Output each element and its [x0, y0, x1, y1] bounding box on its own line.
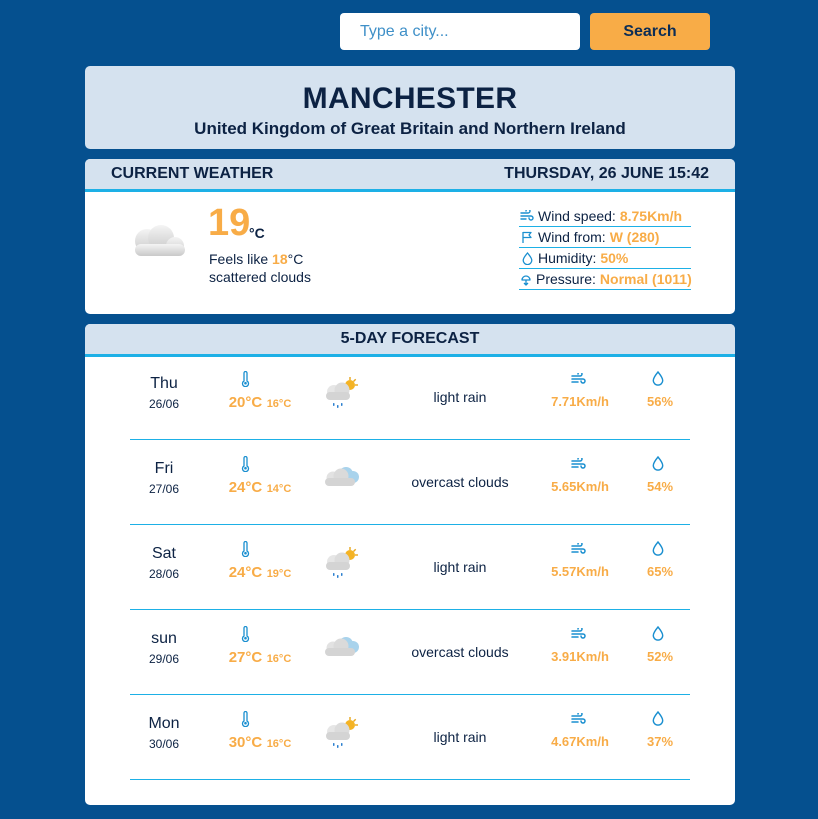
- forecast-description: overcast clouds: [411, 644, 509, 660]
- current-weather-header: [85, 159, 735, 192]
- forecast-temps: [210, 734, 310, 752]
- forecast-date: 29/06: [148, 652, 180, 666]
- wind-icon: [519, 210, 535, 222]
- overcast-icon: [320, 460, 362, 501]
- wind-icon: [571, 542, 587, 560]
- humidity-stat: Humidity: 50%: [519, 248, 691, 269]
- forecast-temps: [210, 394, 310, 412]
- city-name: MANCHESTER: [302, 82, 518, 115]
- forecast-humidity: 56%: [646, 394, 674, 409]
- cloud-icon: [127, 222, 187, 265]
- rain-sun-icon: [320, 715, 362, 756]
- forecast-max-temp: 27°C: [228, 649, 263, 666]
- overcast-icon: [320, 630, 362, 671]
- thermometer-icon: [241, 711, 250, 732]
- forecast-humidity: 54%: [646, 479, 674, 494]
- wind-icon: [571, 372, 587, 390]
- forecast-min-temp: 19°C: [266, 568, 292, 580]
- forecast-row: [130, 695, 690, 780]
- current-stats: [519, 206, 691, 290]
- forecast-title: 5-DAY FORECAST: [340, 330, 480, 347]
- forecast-header: [85, 324, 735, 357]
- location-header: [85, 66, 735, 149]
- drop-icon: [652, 711, 664, 731]
- forecast-wind: 5.57Km/h: [551, 564, 609, 579]
- thermometer-icon: [241, 541, 250, 562]
- forecast-humidity: 37%: [646, 734, 674, 749]
- feels-like: Feels like 18°C: [209, 251, 304, 267]
- thermometer-icon: [241, 371, 250, 392]
- forecast-date: 27/06: [148, 482, 180, 496]
- wind-speed-stat: Wind speed: 8.75Km/h: [519, 206, 691, 227]
- forecast-description: light rain: [433, 729, 487, 745]
- drop-icon: [652, 456, 664, 476]
- feels-like-value: 18: [272, 251, 288, 267]
- forecast-panel: [85, 324, 735, 805]
- forecast-min-temp: 16°C: [266, 738, 292, 750]
- forecast-min-temp: 14°C: [266, 483, 292, 495]
- forecast-min-temp: 16°C: [266, 653, 292, 665]
- forecast-description: light rain: [433, 559, 487, 575]
- forecast-wind: 7.71Km/h: [551, 394, 609, 409]
- forecast-wind: 3.91Km/h: [551, 649, 609, 664]
- forecast-max-temp: 30°C: [228, 734, 263, 751]
- forecast-date: 30/06: [148, 737, 180, 751]
- pressure-icon: [519, 273, 533, 286]
- forecast-day: sun: [151, 630, 177, 647]
- forecast-max-temp: 24°C: [228, 564, 263, 581]
- forecast-humidity: 65%: [646, 564, 674, 579]
- thermometer-icon: [241, 456, 250, 477]
- forecast-row: [130, 355, 690, 440]
- search-button[interactable]: Search: [590, 13, 710, 50]
- forecast-day: Thu: [150, 375, 178, 392]
- current-temperature: 19: [208, 202, 251, 244]
- drop-icon: [652, 371, 664, 391]
- forecast-row: [130, 440, 690, 525]
- forecast-wind: 4.67Km/h: [551, 734, 609, 749]
- forecast-max-temp: 20°C: [228, 394, 263, 411]
- current-description: scattered clouds: [209, 269, 311, 285]
- forecast-date: 28/06: [148, 567, 180, 581]
- wind-icon: [571, 457, 587, 475]
- forecast-day: Sat: [151, 545, 176, 562]
- drop-icon: [652, 541, 664, 561]
- forecast-wind: 5.65Km/h: [551, 479, 609, 494]
- current-weather-panel: [85, 159, 735, 314]
- forecast-max-temp: 24°C: [228, 479, 263, 496]
- forecast-min-temp: 16°C: [266, 398, 292, 410]
- forecast-date: 26/06: [148, 397, 180, 411]
- forecast-row: [130, 610, 690, 695]
- forecast-day: Fri: [154, 460, 174, 477]
- forecast-row: [130, 525, 690, 610]
- temperature-unit: °C: [249, 225, 265, 241]
- rain-sun-icon: [320, 375, 362, 416]
- forecast-day: Mon: [148, 715, 180, 732]
- rain-sun-icon: [320, 545, 362, 586]
- forecast-description: overcast clouds: [411, 474, 509, 490]
- forecast-humidity: 52%: [646, 649, 674, 664]
- thermometer-icon: [241, 626, 250, 647]
- wind-from-stat: Wind from: W (280): [519, 227, 691, 248]
- wind-icon: [571, 712, 587, 730]
- city-search-input[interactable]: [340, 13, 580, 50]
- forecast-temps: [210, 564, 310, 582]
- forecast-temps: [210, 649, 310, 667]
- pressure-stat: Pressure: Normal (1011): [519, 269, 691, 290]
- drop-icon: [652, 626, 664, 646]
- current-weather-title: CURRENT WEATHER: [111, 165, 274, 182]
- flag-icon: [519, 231, 535, 244]
- forecast-description: light rain: [433, 389, 487, 405]
- drop-icon: [519, 252, 535, 265]
- wind-icon: [571, 627, 587, 645]
- country-name: United Kingdom of Great Britain and Northern Ireland: [194, 119, 626, 138]
- current-datetime: THURSDAY, 26 JUNE 15:42: [504, 165, 709, 182]
- forecast-temps: [210, 479, 310, 497]
